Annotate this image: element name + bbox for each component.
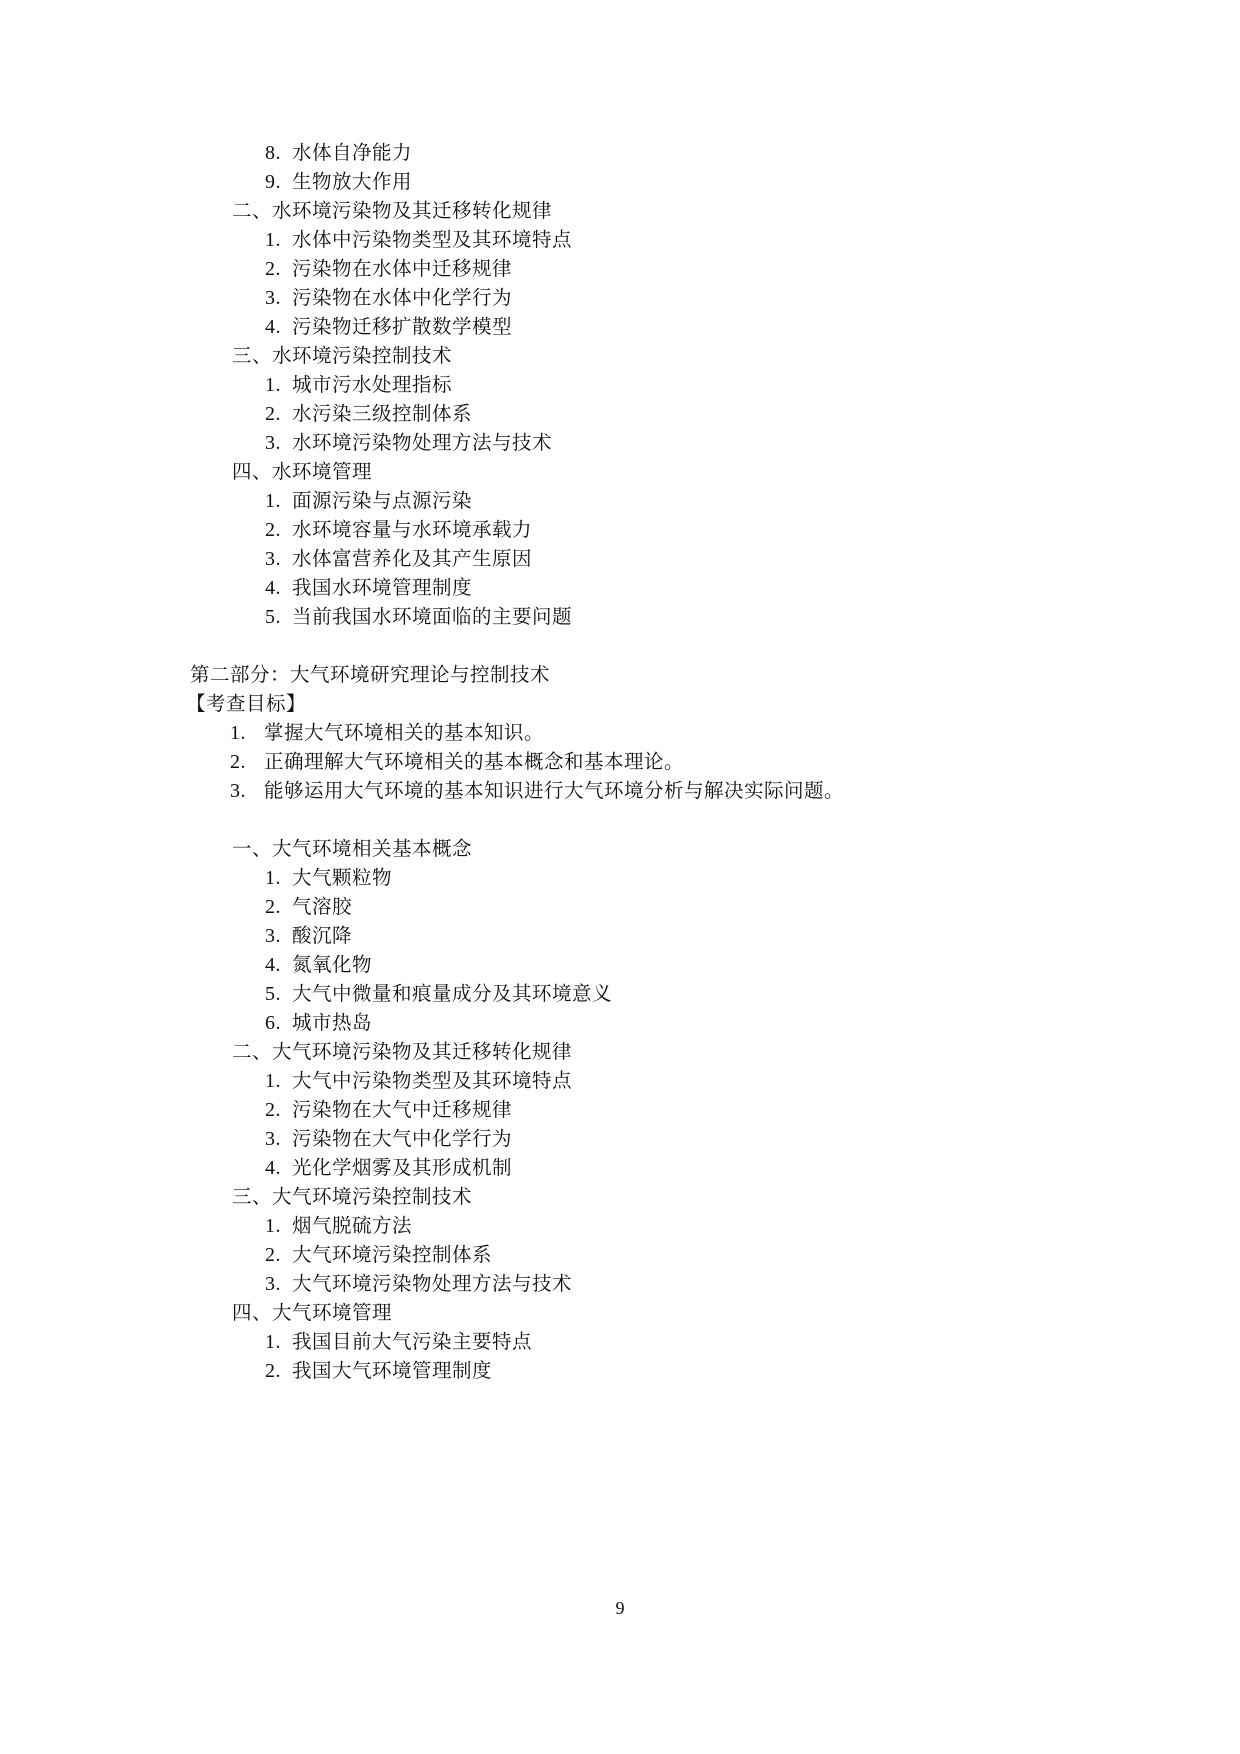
list-item — [0, 573, 472, 602]
item-number: 3. — [265, 1273, 281, 1295]
item-text: 面源污染与点源污染 — [292, 489, 473, 512]
list-item — [0, 1008, 372, 1037]
item-text: 水体富营养化及其产生原因 — [292, 547, 533, 570]
list-item — [0, 1269, 572, 1298]
list-item — [0, 515, 532, 544]
list-item — [0, 138, 412, 167]
item-number: 4. — [265, 1157, 281, 1179]
item-number: 1. — [265, 1215, 281, 1237]
objective-item — [0, 718, 544, 747]
item-number: 4. — [265, 316, 281, 338]
item-text: 正确理解大气环境相关的基本概念和基本理论。 — [264, 750, 685, 773]
list-item — [0, 225, 572, 254]
part-heading — [0, 660, 550, 689]
item-number: 1. — [265, 1070, 281, 1092]
item-number: 1. — [265, 490, 281, 512]
list-item — [0, 950, 372, 979]
list-item — [0, 1327, 532, 1356]
objectives-label — [0, 689, 306, 718]
item-text: 我国目前大气污染主要特点 — [292, 1330, 533, 1353]
item-text: 水环境容量与水环境承载力 — [292, 518, 533, 541]
item-text: 大气颗粒物 — [292, 866, 393, 889]
item-text: 四、大气环境管理 — [232, 1301, 393, 1324]
item-text: 污染物迁移扩散数学模型 — [292, 315, 513, 338]
item-number: 2. — [265, 1244, 281, 1266]
section-heading — [0, 1182, 472, 1211]
section-heading — [0, 457, 372, 486]
item-number: 5. — [265, 606, 281, 628]
item-text: 三、大气环境污染控制技术 — [232, 1185, 473, 1208]
section-heading — [0, 196, 552, 225]
list-item — [0, 1153, 512, 1182]
item-text: 污染物在大气中化学行为 — [292, 1127, 513, 1150]
item-text: 污染物在水体中化学行为 — [292, 286, 513, 309]
list-item — [0, 1066, 572, 1095]
item-number: 2. — [265, 403, 281, 425]
item-number: 3. — [230, 780, 246, 802]
item-text: 三、水环境污染控制技术 — [232, 344, 453, 367]
list-item — [0, 921, 352, 950]
item-text: 城市热岛 — [292, 1011, 373, 1034]
item-number: 2. — [265, 1099, 281, 1121]
item-number: 2. — [265, 1360, 281, 1382]
item-text: 大气环境污染控制体系 — [292, 1243, 493, 1266]
item-text: 二、大气环境污染物及其迁移转化规律 — [232, 1040, 573, 1063]
item-number: 3. — [265, 287, 281, 309]
item-number: 3. — [265, 432, 281, 454]
item-number: 1. — [265, 374, 281, 396]
item-number: 2. — [265, 896, 281, 918]
item-number: 3. — [265, 1128, 281, 1150]
item-text: 我国大气环境管理制度 — [292, 1359, 493, 1382]
list-item — [0, 1211, 412, 1240]
item-text: 污染物在大气中迁移规律 — [292, 1098, 513, 1121]
list-item — [0, 602, 572, 631]
item-number: 1. — [265, 1331, 281, 1353]
item-text: 水体中污染物类型及其环境特点 — [292, 228, 573, 251]
page-number: 9 — [615, 1598, 625, 1618]
list-item — [0, 1356, 492, 1385]
list-item — [0, 1095, 512, 1124]
list-item — [0, 544, 532, 573]
item-text: 水环境污染物处理方法与技术 — [292, 431, 553, 454]
list-item — [0, 428, 552, 457]
item-text: 烟气脱硫方法 — [292, 1214, 413, 1237]
list-item — [0, 283, 512, 312]
item-text: 【考查目标】 — [186, 692, 307, 715]
item-text: 我国水环境管理制度 — [292, 576, 473, 599]
item-number: 4. — [265, 954, 281, 976]
list-item — [0, 1124, 512, 1153]
item-text: 氮氧化物 — [292, 953, 373, 976]
section-heading — [0, 834, 472, 863]
item-text: 气溶胶 — [292, 895, 353, 918]
item-text: 当前我国水环境面临的主要问题 — [292, 605, 573, 628]
item-text: 第二部分：大气环境研究理论与控制技术 — [190, 663, 551, 686]
item-text: 能够运用大气环境的基本知识进行大气环境分析与解决实际问题。 — [264, 779, 845, 802]
item-text: 生物放大作用 — [292, 170, 413, 193]
list-item — [0, 486, 472, 515]
item-number: 1. — [265, 867, 281, 889]
item-text: 污染物在水体中迁移规律 — [292, 257, 513, 280]
item-text: 一、大气环境相关基本概念 — [232, 837, 473, 860]
item-text: 水污染三级控制体系 — [292, 402, 473, 425]
section-heading — [0, 1037, 572, 1066]
section-heading — [0, 1298, 392, 1327]
objective-item — [0, 747, 684, 776]
list-item — [0, 370, 452, 399]
item-text: 酸沉降 — [292, 924, 353, 947]
item-number: 5. — [265, 983, 281, 1005]
list-item — [0, 892, 352, 921]
list-item — [0, 254, 512, 283]
item-number: 9. — [265, 171, 281, 193]
section-heading — [0, 341, 452, 370]
list-item — [0, 167, 412, 196]
list-item — [0, 399, 472, 428]
item-number: 6. — [265, 1012, 281, 1034]
item-text: 大气中微量和痕量成分及其环境意义 — [292, 982, 613, 1005]
item-text: 光化学烟雾及其形成机制 — [292, 1156, 513, 1179]
item-text: 大气环境污染物处理方法与技术 — [292, 1272, 573, 1295]
item-text: 四、水环境管理 — [232, 460, 373, 483]
item-number: 4. — [265, 577, 281, 599]
item-text: 掌握大气环境相关的基本知识。 — [264, 721, 545, 744]
list-item — [0, 863, 392, 892]
item-number: 2. — [230, 751, 246, 773]
item-text: 大气中污染物类型及其环境特点 — [292, 1069, 573, 1092]
item-number: 2. — [265, 519, 281, 541]
list-item — [0, 312, 512, 341]
item-text: 水体自净能力 — [292, 141, 413, 164]
item-number: 1. — [265, 229, 281, 251]
item-text: 城市污水处理指标 — [292, 373, 453, 396]
list-item — [0, 1240, 492, 1269]
objective-item — [0, 776, 844, 805]
item-number: 3. — [265, 925, 281, 947]
list-item — [0, 979, 612, 1008]
item-text: 二、水环境污染物及其迁移转化规律 — [232, 199, 553, 222]
item-number: 2. — [265, 258, 281, 280]
item-number: 3. — [265, 548, 281, 570]
item-number: 8. — [265, 142, 281, 164]
item-number: 1. — [230, 722, 246, 744]
